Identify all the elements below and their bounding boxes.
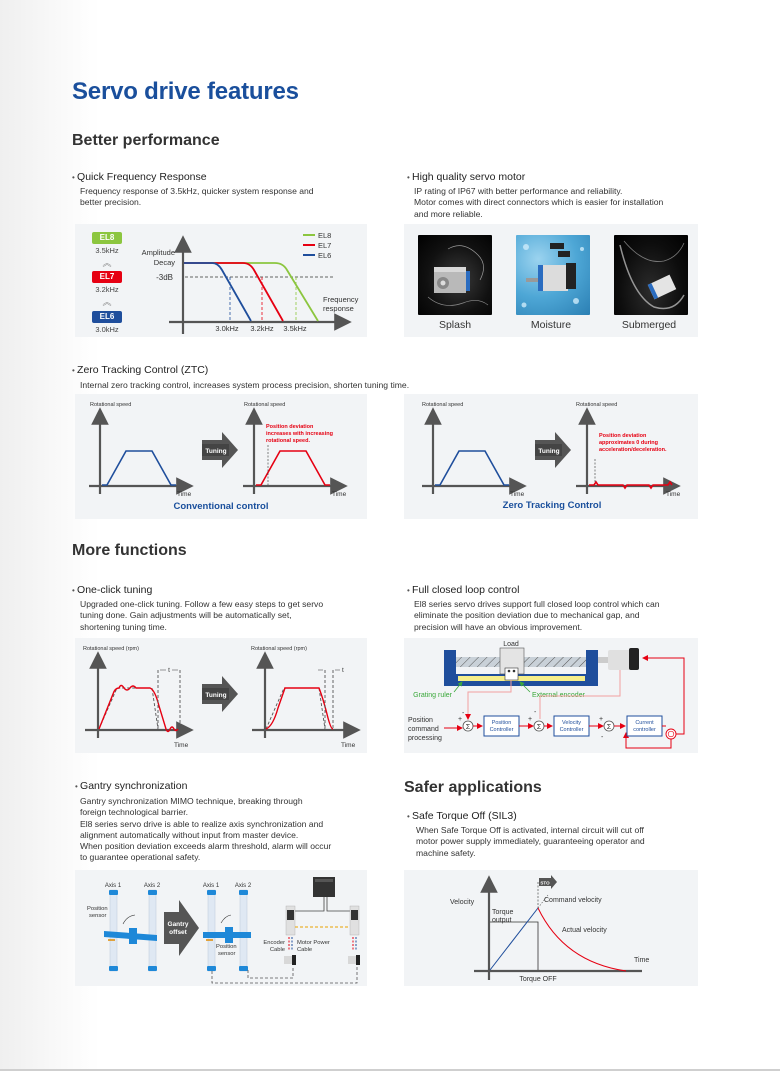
axis-y-label: Rotational speed <box>576 402 618 408</box>
sto-panel <box>404 870 698 986</box>
axis1-label: Axis 1 <box>202 883 220 889</box>
servo-motor-icon <box>348 956 356 964</box>
feature-title-servo-motor: • High quality servo motor <box>407 171 525 183</box>
tick-3-2khz: 3.2kHz <box>250 324 274 333</box>
sum-symbol: Σ <box>465 724 471 731</box>
axis2-link <box>248 966 293 978</box>
caption-splash: Splash <box>438 319 472 331</box>
sto-tag: STO <box>540 880 550 886</box>
input-label: processing <box>408 735 442 742</box>
caption-zero-tracking-control: Zero Tracking Control <box>502 500 602 511</box>
t-label: t <box>168 667 170 674</box>
el6-curve <box>184 263 251 321</box>
y-label-line1: Amplitude <box>141 248 175 257</box>
axis-y-label: Rotational speed (rpm) <box>251 646 307 652</box>
deviation-profile-red <box>589 482 672 488</box>
motor-cable-label: Cable <box>297 947 313 953</box>
grating-ruler-label: Grating ruler <box>413 692 452 699</box>
load-label: Load <box>503 641 519 648</box>
one-click-tuning-diagram <box>75 638 367 753</box>
axis2-label: Axis 2 <box>234 883 252 889</box>
position-sensor-label: Position <box>216 944 237 950</box>
gantry-sync-diagram <box>75 870 367 986</box>
legend-el7: EL7 <box>318 241 332 250</box>
velocity-label: Velocity <box>450 899 475 906</box>
torque-output-label: output <box>492 917 512 924</box>
minus3db-label: -3dB <box>156 273 173 282</box>
servo-motor-icon <box>418 235 492 315</box>
axis-y-label: Rotational speed <box>90 402 132 408</box>
full-closed-loop-panel <box>404 638 698 753</box>
position-sensor-label: sensor <box>218 951 236 957</box>
double-chevron-up-icon: ︽ <box>102 258 112 268</box>
desc-line: precision will have an obvious improvement. <box>414 621 583 632</box>
tuning-label: Tuning <box>538 448 560 455</box>
axis1-label: Axis 1 <box>104 883 122 889</box>
plus-sign: + <box>528 716 533 723</box>
skew-indicator <box>123 915 135 924</box>
minus-sign: - <box>462 710 465 717</box>
torque-off-label: Torque OFF <box>519 976 557 983</box>
motor-submerged-photo <box>614 235 688 315</box>
desc-line: When position deviation exceeds alarm threshold, alarm will occur <box>80 841 332 852</box>
ztc-conventional-panel <box>75 394 367 519</box>
input-label: command <box>408 726 439 733</box>
desc-line: IP rating of IP67 with better performance and reliability. <box>414 186 623 196</box>
gantry-offset-arrow-icon <box>164 900 199 956</box>
page-title: Servo drive features <box>72 78 299 105</box>
desc-line: Motor comes with direct connectors which is easier for installation <box>414 197 664 208</box>
skew-indicator <box>221 915 231 923</box>
current-controller-block <box>627 716 662 736</box>
sum-symbol: Σ <box>536 724 542 731</box>
caption-submerged: Submerged <box>621 319 677 331</box>
deviation-note: rotational speed. <box>266 438 311 444</box>
command-velocity-label: Command velocity <box>544 897 602 904</box>
external-encoder-head <box>505 668 518 680</box>
speed-profile-red <box>266 688 333 729</box>
gantry-offset-label: Gantry <box>167 921 189 928</box>
servo-motor-icon <box>284 956 292 964</box>
badge-el8: EL8 <box>92 232 122 244</box>
legend-el8: EL8 <box>318 231 332 240</box>
actual-velocity-curve <box>538 908 626 971</box>
block-label: Current <box>635 720 654 726</box>
block-label: Velocity <box>562 720 581 726</box>
axis-x-label: Time <box>332 491 347 498</box>
t-label: t <box>342 667 344 674</box>
velocity-controller-block <box>554 716 589 736</box>
input-label: Position <box>408 717 433 724</box>
desc-line: machine safety. <box>416 847 476 858</box>
badge-el6: EL6 <box>92 311 122 323</box>
speed-profile-red <box>256 451 330 485</box>
deviation-note: approximates 0 during <box>599 440 658 446</box>
block-label: Position <box>491 720 512 726</box>
axis-x-label: Time <box>666 491 681 498</box>
feature-desc-full-closed-loop <box>414 599 660 633</box>
plus-sign: + <box>458 716 463 723</box>
tick-3-0khz: 3.0kHz <box>215 324 239 333</box>
motor-shaft <box>598 657 608 663</box>
axis-x-label: Time <box>341 742 356 749</box>
desc-line: shortening tuning time. <box>80 621 167 632</box>
time-label: Time <box>634 957 650 964</box>
axis-y-label: Rotational speed (rpm) <box>83 646 139 652</box>
tuning-label: Tuning <box>205 692 227 699</box>
feature-desc-sto <box>416 825 645 859</box>
conventional-control-diagram <box>75 394 367 519</box>
position-controller-block <box>484 716 519 736</box>
block-label: Controller <box>489 727 514 733</box>
caption-conventional-control: Conventional control <box>173 501 269 512</box>
badge-el7: EL7 <box>92 271 122 283</box>
feature-desc-one-click <box>80 599 323 633</box>
feature-title-gantry: • Gantry synchronization <box>75 780 187 792</box>
servo-motor-icon <box>614 235 688 315</box>
position-sensor-label: Position <box>87 906 108 912</box>
feature-title-quick-frequency: • Quick Frequency Response <box>72 171 207 183</box>
reference-profile <box>266 688 325 729</box>
feature-desc-servo-motor <box>414 186 663 220</box>
block-label: controller <box>633 727 656 733</box>
axis-y-label: Rotational speed <box>244 402 286 408</box>
encoder-cable-label: Encoder <box>263 940 285 946</box>
desc-line: Upgraded one-click tuning. Follow a few easy steps to get servo <box>80 599 324 609</box>
axis-x-label: Time <box>174 742 189 749</box>
full-closed-loop-diagram <box>404 638 698 753</box>
gantry-offset-label: offset <box>169 929 187 936</box>
desc-line: to guarantee operational safety. <box>80 852 201 863</box>
one-click-tuning-panel <box>75 638 367 753</box>
feature-title-ztc: • Zero Tracking Control (ZTC) <box>72 364 208 376</box>
beam-carriage <box>129 928 137 944</box>
feature-desc-ztc: Internal zero tracking control, increases system process precision, shorten tuning time. <box>80 380 410 390</box>
grating-ruler <box>458 676 585 681</box>
section-heading-safer-applications: Safer applications <box>404 779 542 796</box>
speed-profile-red <box>99 686 178 732</box>
axis1-link <box>212 966 357 983</box>
tick-3-5khz: 3.5kHz <box>283 324 307 333</box>
el8-curve <box>184 263 318 321</box>
axis2-label: Axis 2 <box>143 883 161 889</box>
feature-title-sto: • Safe Torque Off (SIL3) <box>407 810 517 822</box>
minus-sign: - <box>601 734 604 741</box>
encoder-cable-label: Cable <box>269 947 285 953</box>
torque-output-label: Torque <box>492 909 514 916</box>
minus-sign: - <box>534 709 537 716</box>
badge-el7-freq: 3.2kHz <box>95 285 119 294</box>
desc-line: eliminate the position deviation due to mechanical gap, and <box>414 610 640 621</box>
deviation-note: acceleration/deceleration. <box>599 447 667 453</box>
position-sensor-label: sensor <box>89 913 107 919</box>
legend-el6: EL6 <box>318 251 332 260</box>
feature-desc-gantry <box>80 796 331 864</box>
deviation-note: increases with increasing <box>266 431 333 437</box>
torque-output-profile <box>490 922 538 970</box>
axis1-rail <box>110 890 117 971</box>
desc-line: When Safe Torque Off is activated, internal circuit will cut off <box>416 825 644 835</box>
y-label-line2: Decay <box>153 258 175 267</box>
beam-carriage <box>225 927 233 943</box>
servo-motor-panel <box>404 224 698 337</box>
ztc-zero-tracking-panel <box>404 394 698 519</box>
x-label-line2: response <box>323 304 354 313</box>
caption-moisture: Moisture <box>530 319 572 331</box>
desc-line: alignment automatically without input from master device. <box>80 829 299 840</box>
feature-title-full-closed-loop: • Full closed loop control <box>407 584 519 596</box>
desc-line: El8 series servo drives support full closed loop control which can <box>414 599 660 609</box>
feature-title-one-click: • One-click tuning <box>72 584 152 596</box>
tuning-label: Tuning <box>205 448 227 455</box>
sto-diagram <box>404 870 698 986</box>
section-heading-more-functions: More functions <box>72 542 187 559</box>
badge-el6-freq: 3.0kHz <box>95 325 119 334</box>
axis-y-label: Rotational speed <box>422 402 464 408</box>
badge-el8-freq: 3.5kHz <box>95 246 119 255</box>
section-heading-better-performance: Better performance <box>72 132 220 149</box>
servo-motor-icon <box>608 650 632 670</box>
motor-cable-label: Motor Power <box>297 940 330 946</box>
external-encoder-label: External encoder <box>532 692 585 699</box>
desc-line: foreign technological barrier. <box>80 807 188 818</box>
axis-x-label: Time <box>177 491 192 498</box>
axis-x-label: Time <box>510 491 525 498</box>
deviation-note: Position deviation <box>599 433 647 439</box>
double-chevron-up-icon: ︽ <box>102 297 112 307</box>
desc-line: and more reliable. <box>414 208 483 219</box>
desc-line: El8 series servo drive is able to realize axis synchronization and <box>80 818 324 829</box>
axis2-rail <box>240 890 247 971</box>
desc-line: Gantry synchronization MIMO technique, breaking through <box>80 796 303 806</box>
actual-velocity-label: Actual velocity <box>562 927 607 934</box>
axis1-rail <box>208 890 215 971</box>
motor-moisture-photo <box>516 235 590 315</box>
axis2-rail <box>149 890 156 971</box>
x-label-line1: Frequency <box>323 295 359 304</box>
deviation-note: Position deviation <box>266 424 314 430</box>
speed-profile-blue <box>435 451 509 485</box>
desc-line: motor power supply immediately, guaranteeing operator and <box>416 836 645 847</box>
current-sensor-icon <box>666 729 676 739</box>
speed-profile-blue <box>102 451 176 485</box>
motor-connector <box>629 648 639 670</box>
gantry-sync-panel <box>75 870 367 986</box>
frequency-response-panel <box>75 224 367 337</box>
frequency-response-chart <box>75 224 367 337</box>
sum-symbol: Σ <box>606 724 612 731</box>
desc-line: better precision. <box>80 197 142 208</box>
plus-sign: + <box>599 716 604 723</box>
desc-line: Frequency response of 3.5kHz, quicker system response and <box>80 186 314 196</box>
feature-desc-quick-frequency <box>80 186 314 209</box>
motor-splash-photo <box>418 235 492 315</box>
desc-line: tuning done. Gain adjustments will be automatically set, <box>80 610 292 621</box>
zero-tracking-control-diagram <box>404 394 698 519</box>
servo-motor-icon <box>516 235 590 315</box>
block-label: Controller <box>559 727 584 733</box>
